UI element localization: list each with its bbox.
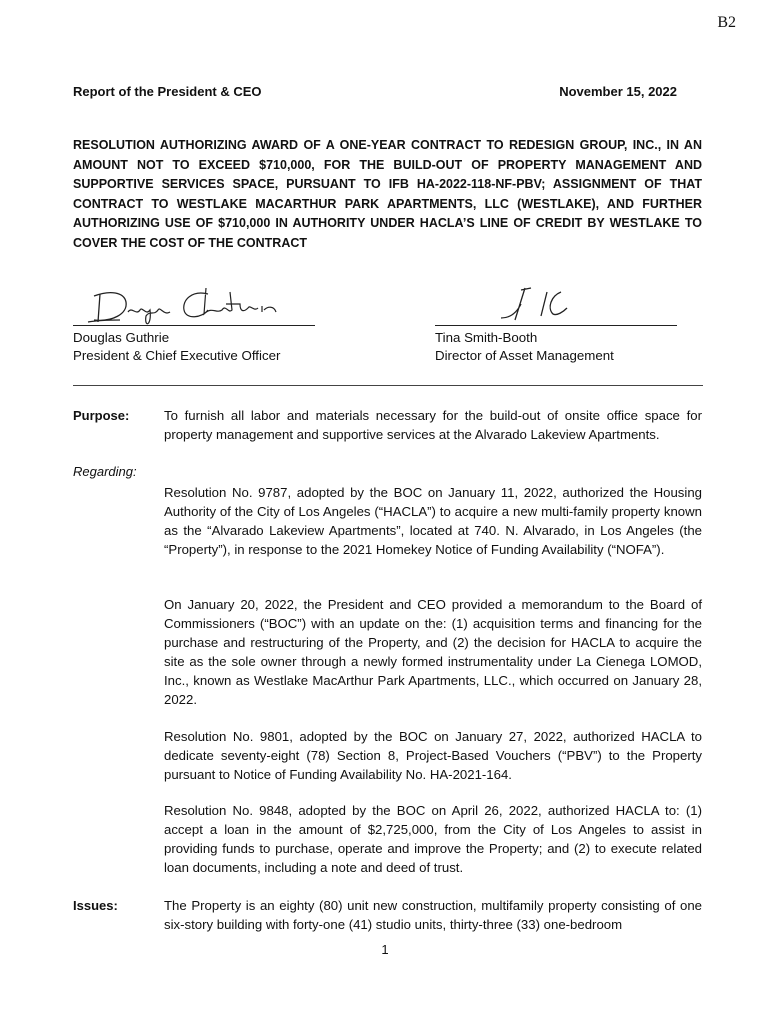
purpose-label: Purpose: [73, 408, 130, 423]
signer-role: President & Chief Executive Officer [73, 348, 281, 363]
purpose-text: To furnish all labor and materials necessary for the build-out of onsite office space for property management and supportive services at the Alvarado Lakeview Apartments. [164, 408, 702, 442]
regarding-paragraph: Resolution No. 9848, adopted by the BOC on April 26, 2022, authorized HACLA to: (1) accept a loan in the amount of $2,725,000, from the City of Los Angeles to assist in providing funds to purchase, operate and improve the Property; and (2) to execute related loan documents, including a note and deed of trust. [164, 803, 702, 875]
page-number: 1 [381, 942, 389, 957]
signature-douglas-guthrie [80, 282, 290, 330]
signature-line [435, 325, 677, 326]
signer-role: Director of Asset Management [435, 348, 614, 363]
regarding-paragraph: On January 20, 2022, the President and CEO provided a memorandum to the Board of Commissioners (“BOC”) with an update on the: (1) acquisition terms and financing for the purchase and restructuring of the Property, and (2) the decision for HACLA to acquire the site as the sole owner through a newly formed instrumentality under La Cienega LOMOD, Inc., known as Westlake MacArthur Park Apartments, LLC., which occurred on January 28, 2022. [164, 597, 702, 707]
report-date: November 15, 2022 [559, 84, 677, 99]
regarding-paragraph: Resolution No. 9787, adopted by the BOC on January 11, 2022, authorized the Housing Authority of the City of Los Angeles (“HACLA”) to acquire a new multi-family property known as the “Alvarado Lakeview Apartments”, located at 740. N. Alvarado, in Los Angeles (the “Property”), in response to the 2021 Homekey Notice of Funding Availability (“NOFA”). [164, 485, 702, 557]
issues-label: Issues: [73, 898, 118, 913]
regarding-label: Regarding: [73, 464, 137, 479]
section-divider [73, 385, 703, 386]
resolution-title: RESOLUTION AUTHORIZING AWARD OF A ONE-YEAR CONTRACT TO REDESIGN GROUP, INC., IN AN AMOUNT NOT TO EXCEED $710,000, FOR THE BUILD-OUT OF PROPERTY MANAGEMENT AND SUPPORTIVE SERVICES SPACE, PURSUANT TO IFB HA-2022-118-NF-PBV; ASSIGNMENT OF THAT CONTRACT TO WESTLAKE MACARTHUR PARK APARTMENTS, LLC (WESTLAKE), AND FURTHER AUTHORIZING USE OF $710,000 IN AUTHORITY UNDER HACLA’S LINE OF CREDIT BY WESTLAKE TO COVER THE COST OF THE CONTRACT [73, 138, 702, 250]
signer-name: Douglas Guthrie [73, 330, 170, 345]
signature-line [73, 325, 315, 326]
signature-tina-smith-booth [495, 282, 585, 326]
regarding-paragraph: Resolution No. 9801, adopted by the BOC on January 27, 2022, authorized HACLA to dedicate seventy-eight (78) Section 8, Project-Based Vouchers (“PBV”) to the Property pursuant to Notice of Funding Availability No. HA-2021-164. [164, 729, 702, 782]
report-header: Report of the President & CEO [73, 84, 262, 99]
signer-name: Tina Smith-Booth [435, 330, 538, 345]
issues-text: The Property is an eighty (80) unit new construction, multifamily property consisting of one six-story building with forty-one (41) studio units, thirty-three (33) one-bedroom [164, 898, 702, 932]
page-tag: B2 [717, 14, 736, 31]
